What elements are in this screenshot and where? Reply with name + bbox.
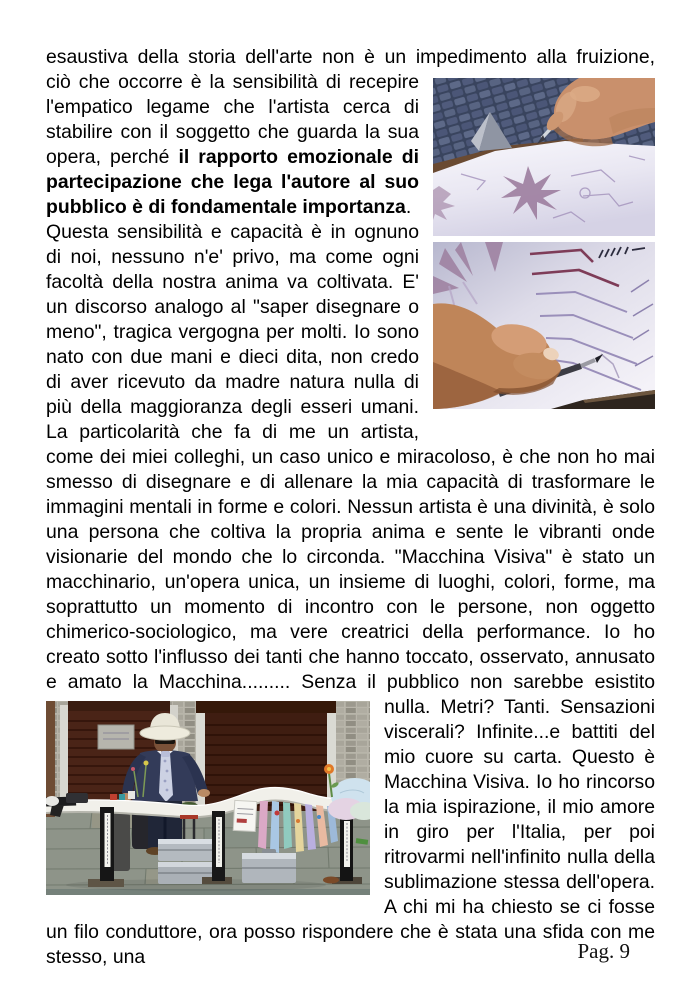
photo-hand-pen-drawing-image — [433, 78, 655, 236]
photo-macchina-visiva — [46, 701, 370, 895]
paragraph-1-text: ciò che occorre è la sensibilità di recepire l'empatico legame che l'artista cerca di stabilire con il soggetto che guarda la sua opera, perché — [46, 71, 419, 168]
article-text — [46, 45, 655, 970]
photo-column-drawing — [433, 78, 655, 409]
paragraph-2-text-a: Questa sensibilità e capacità è in ognuno di noi, nessuno n'e' privo, ma come ogni facoltà della nostra anima va coltivata. E' un discorso analogo al "saper disegnare o meno", tragica vergogna per molti. Io sono nato con due mani e dieci dita, non credo di aver ricevuto da madre natura nulla di più della maggioranza degli esseri umani. La particolarità che fa di me un artista, come dei miei colleghi, un caso unico e miracoloso, è che non ho mai smesso di disegnare e di allenare la mia capacità di trasformare le immagini mentali in forme e colori. Nessun artista è una divinità, è solo una persona che coltiva la propria anima e sente le vibranti onde visionarie del mondo che lo circonda. "Macchina Visiva" è stato un macchinario, un'opera unica, un insieme di luoghi, colori, forme, ma soprattutto un momento di incontro con le persone, non oggetto chimerico-sociologico, ma vere creatrici della performance. Io ho creato sotto l'influsso dei tanti che hanno toccato, osservato, annusato e amato la Macchina......... Senza il pubblico non sarebbe — [46, 221, 655, 693]
paragraph-2-text-b: esistito nulla. Metri? Tanti. Sensazioni viscerali? Infinite...e battiti del mio cuore su carta. Questo è Macchina Visiva. Io ho rincorso la mia ispirazione, il mio amore in giro per l'Italia, per poi ritrovarmi nell'infinito nulla della sublimazione stessa dell'opera. A chi mi ha chiesto se ci fosse un filo conduttore, ora posso rispondere che è stata una sfida con me stesso, una — [46, 671, 655, 968]
paragraph-opening-line: esaustiva della storia dell'arte non è un impedimento alla fruizione, — [46, 46, 655, 68]
hanging-sign — [233, 800, 257, 831]
photo-macchina-visiva-image — [46, 701, 370, 895]
paragraph-1-tail: . — [405, 196, 412, 218]
paragraph-1 — [46, 70, 655, 220]
paragraph-1-bold-text: il rapporto emozionale di partecipazione che lega l'autore al suo pubblico è di fondamentale importanza — [46, 146, 419, 218]
photo-hand-pencil-closeup-image — [433, 242, 655, 409]
page-number: Pag. 9 — [577, 939, 630, 963]
